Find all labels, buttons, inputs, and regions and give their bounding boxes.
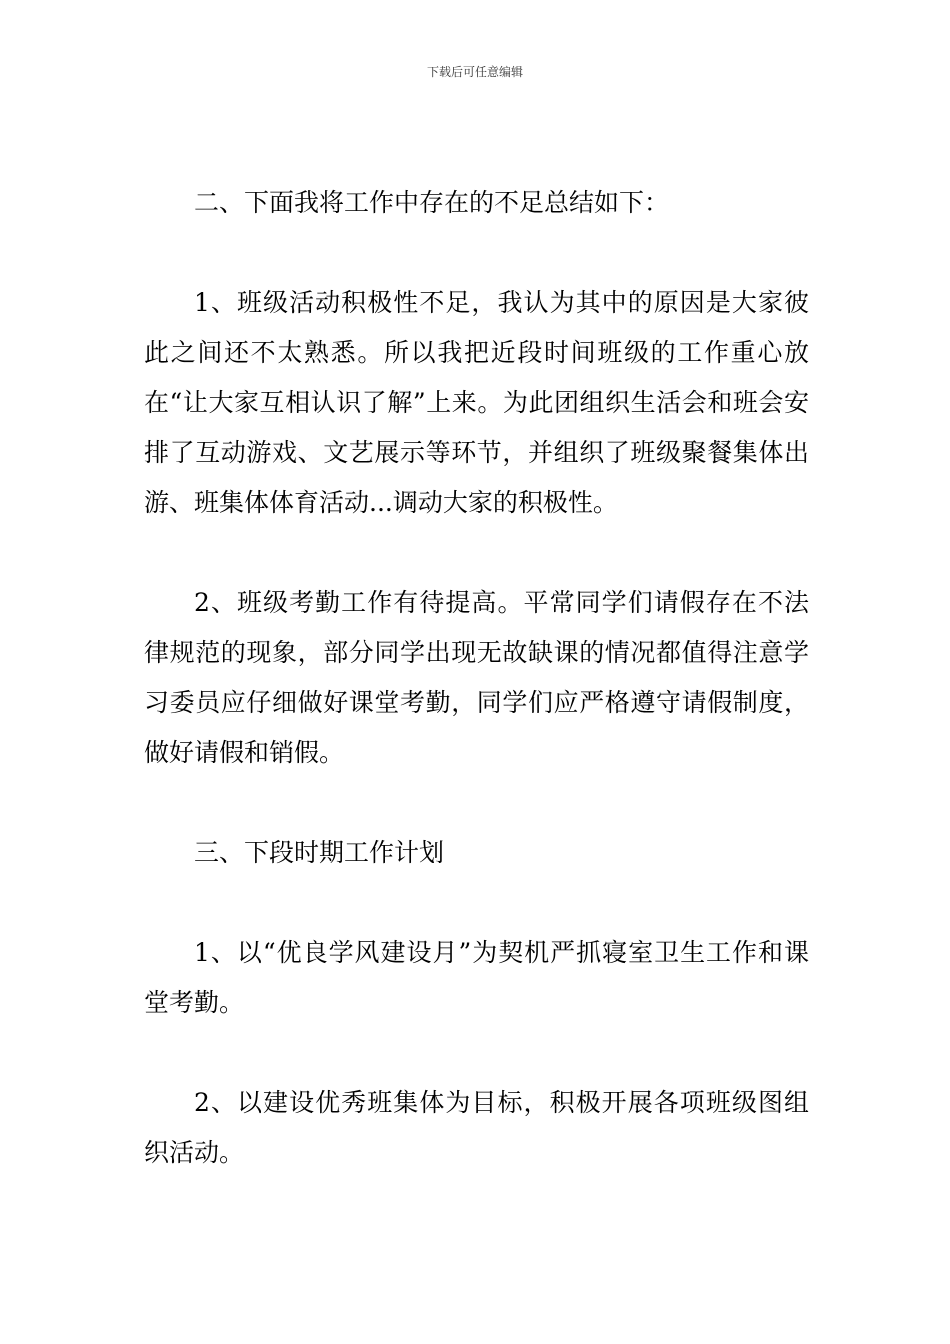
section-heading-shortcomings: 二、下面我将工作中存在的不足总结如下： (194, 188, 670, 217)
document-body (144, 178, 809, 1228)
paragraph-plan-excellent-class: 2、以建设优秀班集体为目标，积极开展各项班级图组织活动。 (144, 1088, 809, 1167)
paragraph-activity-enthusiasm: 1、班级活动积极性不足，我认为其中的原因是大家彼此之间还不太熟悉。所以我把近段时间班级的工作重心放在“让大家互相认识了解”上来。为此团组织生活会和班会安排了互动游戏、文艺展示等环节，并组织了班级聚餐集体出游、班集体体育活动...调动大家的积极性。 (144, 288, 809, 517)
section-heading-work-plan: 三、下段时期工作计划 (194, 838, 445, 867)
paragraph-plan-study-style: 1、以“优良学风建设月”为契机严抓寝室卫生工作和课堂考勤。 (144, 938, 809, 1017)
paragraph-attendance: 2、班级考勤工作有待提高。平常同学们请假存在不法律规范的现象，部分同学出现无故缺课的情况都值得注意学习委员应仔细做好课堂考勤，同学们应严格遵守请假制度，做好请假和销假。 (144, 588, 809, 767)
page-header-note: 下载后可任意编辑 (426, 65, 523, 79)
